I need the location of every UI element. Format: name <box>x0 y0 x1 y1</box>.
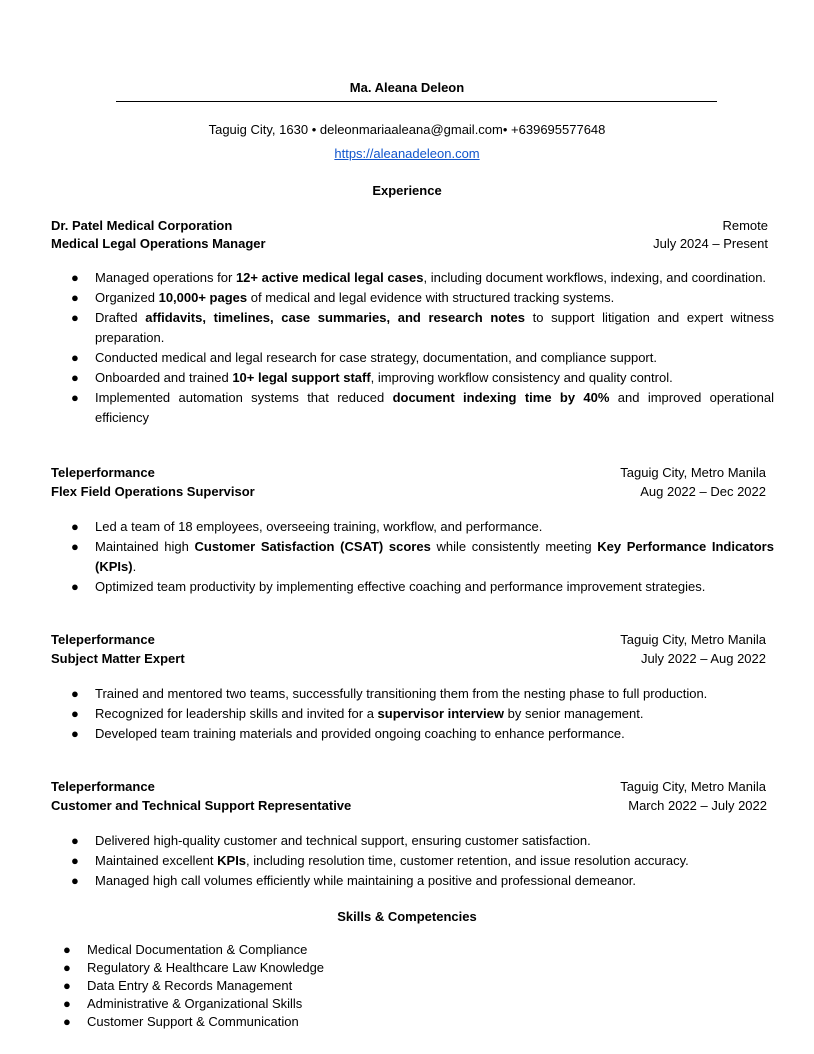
bullet-text: by senior management. <box>504 706 644 721</box>
bullet-text: Developed team training materials and provided ongoing coaching to enhance performance. <box>95 726 625 741</box>
bullet-text: to support litigation and expert witness preparation. <box>95 310 774 345</box>
bullet-icon: ● <box>71 270 79 285</box>
bullet-icon: ● <box>71 390 79 405</box>
skill-label: Medical Documentation & Compliance <box>87 942 308 957</box>
bullet-highlight: Key Performance Indicators (KPIs) <box>95 539 774 574</box>
bullet-text: Onboarded and trained <box>95 370 233 385</box>
bullet-text: and improved operational efficiency <box>95 390 774 425</box>
bullet-text: , including document workflows, indexing, and coordination. <box>423 270 767 285</box>
bullet-text: Maintained excellent <box>95 853 218 868</box>
skills-heading: Skills & Competencies <box>337 909 477 924</box>
job-location: Taguig City, Metro Manila <box>620 465 766 480</box>
job-location: Taguig City, Metro Manila <box>620 632 766 647</box>
job-subheader-row <box>51 649 766 669</box>
skill-label: Regulatory & Healthcare Law Knowledge <box>87 960 325 975</box>
bullet-icon: ● <box>71 853 79 868</box>
bullet-item <box>51 308 774 348</box>
bullet-text: Maintained high <box>95 539 195 554</box>
skill-item <box>51 977 451 995</box>
contact-line: Taguig City, 1630 • deleonmariaaleana@gmail.com• +639695577648 <box>208 122 606 137</box>
job-bullets <box>51 268 774 428</box>
bullet-icon: ● <box>71 539 79 554</box>
job-bullets <box>51 517 774 597</box>
bullet-item <box>51 724 774 744</box>
bullet-icon: ● <box>71 873 79 888</box>
job-dates: March 2022 – July 2022 <box>628 798 767 813</box>
bullet-icon: ● <box>71 686 79 701</box>
job-header-row <box>51 463 766 483</box>
job-company: Teleperformance <box>51 779 155 794</box>
website-link[interactable]: https://aleanadeleon.com <box>334 146 480 161</box>
skill-item <box>51 995 451 1013</box>
bullet-item <box>51 288 774 308</box>
job-header-row <box>51 216 768 236</box>
bullet-icon: ● <box>63 942 71 957</box>
skill-label: Customer Support & Communication <box>87 1014 299 1029</box>
resume-name: Ma. Aleana Deleon <box>349 80 465 95</box>
bullet-item <box>51 368 774 388</box>
bullet-highlight: Customer Satisfaction (CSAT) scores <box>194 539 431 554</box>
bullet-text: Optimized team productivity by implementing effective coaching and performance improvement strategies. <box>95 579 706 594</box>
bullet-item <box>51 871 774 891</box>
job-subheader-row <box>51 234 768 254</box>
bullet-text: . <box>132 559 137 574</box>
bullet-icon: ● <box>71 726 79 741</box>
bullet-icon: ● <box>63 1014 71 1029</box>
bullet-icon: ● <box>71 350 79 365</box>
bullet-text: of medical and legal evidence with structured tracking systems. <box>247 290 615 305</box>
bullet-icon: ● <box>71 519 79 534</box>
bullet-icon: ● <box>63 978 71 993</box>
bullet-icon: ● <box>63 960 71 975</box>
job-location: Remote <box>722 218 768 233</box>
bullet-item <box>51 704 774 724</box>
bullet-highlight: 10,000+ pages <box>158 290 248 305</box>
bullet-item <box>51 268 774 288</box>
bullet-text: while consistently meeting <box>430 539 598 554</box>
job-subheader-row <box>51 796 767 816</box>
bullet-item <box>51 388 774 428</box>
bullet-highlight: 12+ active medical legal cases <box>235 270 424 285</box>
bullet-text: , including resolution time, customer retention, and issue resolution accuracy. <box>246 853 689 868</box>
job-role: Customer and Technical Support Representative <box>51 798 352 813</box>
bullet-text: Managed operations for <box>95 270 236 285</box>
skill-item <box>51 941 451 959</box>
job-location: Taguig City, Metro Manila <box>620 779 766 794</box>
job-role: Subject Matter Expert <box>51 651 185 666</box>
bullet-item <box>51 684 774 704</box>
job-company: Dr. Patel Medical Corporation <box>51 218 233 233</box>
bullet-item <box>51 577 774 597</box>
bullet-icon: ● <box>63 996 71 1011</box>
job-bullets <box>51 831 774 891</box>
bullet-icon: ● <box>71 579 79 594</box>
job-company: Teleperformance <box>51 465 155 480</box>
bullet-item <box>51 537 774 577</box>
job-company: Teleperformance <box>51 632 155 647</box>
job-dates: Aug 2022 – Dec 2022 <box>640 484 766 499</box>
bullet-highlight: 10+ legal support staff <box>232 370 371 385</box>
bullet-text: Implemented automation systems that reduced <box>95 390 393 405</box>
bullet-icon: ● <box>71 833 79 848</box>
header-divider <box>116 101 717 102</box>
bullet-item <box>51 831 774 851</box>
job-role: Flex Field Operations Supervisor <box>51 484 255 499</box>
bullet-text: Conducted medical and legal research for case strategy, documentation, and compliance support. <box>95 350 657 365</box>
bullet-highlight: affidavits, timelines, case summaries, and research notes <box>145 310 526 325</box>
skill-label: Administrative & Organizational Skills <box>87 996 303 1011</box>
bullet-text: Organized <box>95 290 159 305</box>
bullet-text: Trained and mentored two teams, successfully transitioning them from the nesting phase to full production. <box>95 686 708 701</box>
bullet-icon: ● <box>71 706 79 721</box>
bullet-item <box>51 517 774 537</box>
bullet-icon: ● <box>71 290 79 305</box>
bullet-text: Drafted <box>95 310 146 325</box>
bullet-highlight: document indexing time by 40% <box>392 390 610 405</box>
skill-item <box>51 1013 451 1031</box>
job-subheader-row <box>51 482 766 502</box>
job-header-row <box>51 777 766 797</box>
bullet-item <box>51 348 774 368</box>
bullet-icon: ● <box>71 310 79 325</box>
skill-label: Data Entry & Records Management <box>87 978 293 993</box>
bullet-text: Led a team of 18 employees, overseeing training, workflow, and performance. <box>95 519 543 534</box>
bullet-text: , improving workflow consistency and quality control. <box>370 370 673 385</box>
job-role: Medical Legal Operations Manager <box>51 236 266 251</box>
bullet-highlight: KPIs <box>217 853 247 868</box>
bullet-icon: ● <box>71 370 79 385</box>
bullet-text: Delivered high-quality customer and technical support, ensuring customer satisfaction. <box>95 833 591 848</box>
bullet-item <box>51 851 774 871</box>
experience-heading: Experience <box>372 183 442 198</box>
job-dates: July 2024 – Present <box>653 236 768 251</box>
job-dates: July 2022 – Aug 2022 <box>640 651 766 666</box>
skills-list <box>51 941 451 1031</box>
website-row <box>0 144 814 164</box>
bullet-text: Recognized for leadership skills and invited for a <box>95 706 378 721</box>
bullet-text: Managed high call volumes efficiently while maintaining a positive and professional demeanor. <box>95 873 637 888</box>
job-header-row <box>51 630 766 650</box>
job-bullets <box>51 684 774 744</box>
skill-item <box>51 959 451 977</box>
bullet-highlight: supervisor interview <box>377 706 504 721</box>
